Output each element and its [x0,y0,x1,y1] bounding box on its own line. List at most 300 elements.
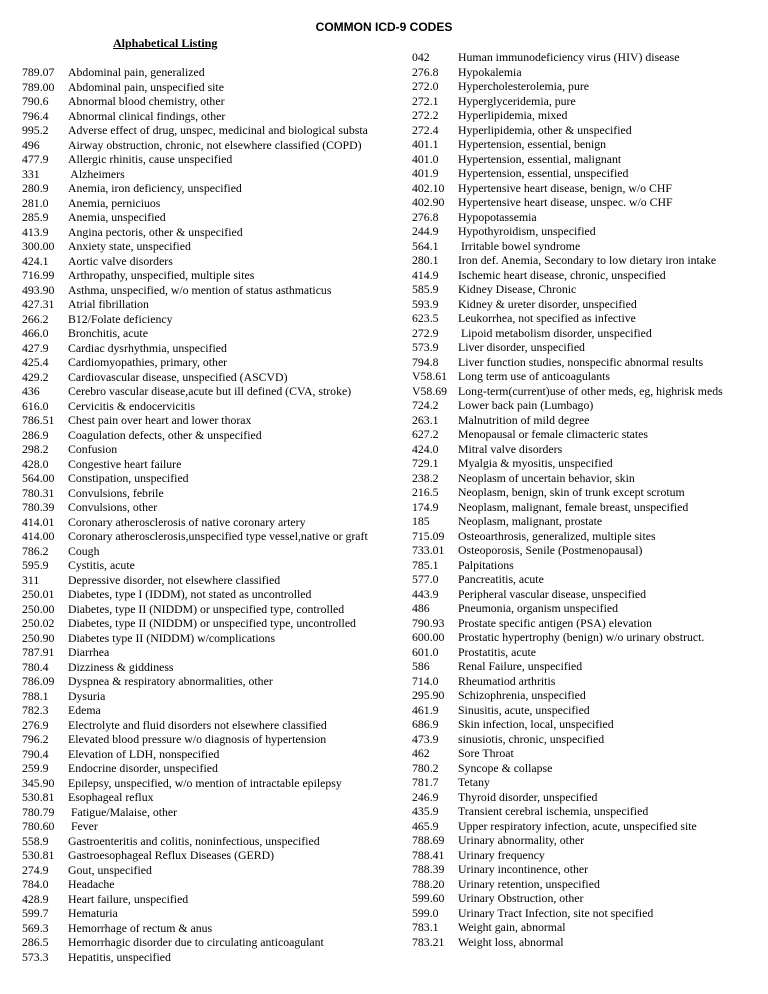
code-row [22,732,390,747]
code-description: Hypertension, essential, unspecified [458,166,629,180]
icd-code: 493.90 [22,282,55,297]
icd-code: 311 [22,572,40,587]
code-description: Ischemic heart disease, chronic, unspecified [458,267,666,282]
code-row [22,558,390,573]
right-code-list [412,50,762,949]
icd-code: 401.0 [412,151,439,166]
code-row [22,529,390,544]
icd-code: 272.1 [412,93,439,108]
icd-code: 796.2 [22,732,49,746]
icd-code: 281.0 [22,195,49,210]
code-description: Osteoarthrosis, generalized, multiple sites [458,528,656,543]
code-row [412,862,762,877]
code-row [22,181,390,196]
code-row [412,703,762,718]
code-row [22,921,390,936]
icd-code: V58.61 [412,369,448,383]
code-description: Palpitations [458,557,514,572]
code-row [22,515,390,530]
code-description: Chest pain over heart and lower thorax [68,413,252,427]
icd-code: 780.2 [412,760,439,775]
code-row [412,558,762,573]
icd-code: 435.9 [412,804,439,818]
code-row [412,616,762,631]
code-row [412,384,762,399]
code-row [22,312,390,327]
code-description: Depressive disorder, not elsewhere classified [68,572,281,587]
icd-code: 790.93 [412,615,445,630]
code-row [412,50,762,65]
code-row [412,761,762,776]
icd-code: 250.01 [22,587,55,601]
code-description: Cardiac dysrhythmia, unspecified [68,340,227,355]
icd-code: 569.3 [22,920,49,935]
code-description: Urinary retention, unspecified [458,876,600,891]
code-description: Human immunodeficiency virus (HIV) disease [458,50,680,64]
code-row [22,413,390,428]
code-row [412,253,762,268]
code-row [412,630,762,645]
code-description: Angina pectoris, other & unspecified [68,224,243,239]
icd-code: 272.2 [412,108,439,122]
code-description: Dyspnea & respiratory abnormalities, other [68,674,273,688]
icd-code: 593.9 [412,296,439,311]
code-description: Hepatitis, unspecified [68,949,171,964]
code-description: Cystitis, acute [68,558,135,572]
icd-code: 427.31 [22,297,55,311]
code-description: Upper respiratory infection, acute, unspecified site [458,818,697,833]
icd-code: 729.1 [412,456,439,470]
code-description: Long-term(current)use of other meds, eg, highrisk meds [458,383,723,398]
code-row [412,587,762,602]
code-description: Urinary abnormality, other [458,833,585,847]
code-description: Prostatic hypertrophy (benign) w/o urinary obstruct. [458,630,705,644]
icd-code: 424.1 [22,253,49,268]
code-row [22,471,390,486]
icd-code: 780.4 [22,659,49,674]
code-description: Alzheimers [68,166,125,181]
icd-code: 185 [412,514,430,528]
code-description: Elevation of LDH, nonspecified [68,746,220,761]
code-description: Rheumatiod arthritis [458,673,556,688]
icd-code: 276.8 [412,209,439,224]
code-description: Weight gain, abnormal [458,920,566,934]
icd-code: 724.2 [412,398,439,412]
code-description: Fatigue/Malaise, other [68,804,178,819]
icd-code: 414.01 [22,514,55,529]
code-description: Hypothyroidism, unspecified [458,224,596,238]
icd-code: 783.1 [412,920,439,934]
icd-code: 788.39 [412,862,445,876]
icd-code: 786.2 [22,543,49,558]
code-description: Neoplasm, benign, skin of trunk except scrotum [458,485,685,499]
icd-code: 263.1 [412,412,439,427]
code-row [412,920,762,935]
code-row [412,674,762,689]
code-row [412,166,762,181]
icd-code: 790.6 [22,94,49,108]
code-row [412,471,762,486]
icd-code: V58.69 [412,383,448,398]
code-row [412,529,762,544]
icd-code: 558.9 [22,833,49,848]
code-row [412,833,762,848]
icd-code: 286.9 [22,427,49,442]
code-description: Hemorrhage of rectum & anus [68,920,213,935]
code-description: Abdominal pain, unspecified site [68,79,224,94]
code-row [22,645,390,660]
code-row [22,761,390,776]
code-row [412,891,762,906]
icd-code: 790.4 [22,746,49,761]
code-description: Leukorrhea, not specified as infective [458,311,636,325]
icd-code: 786.09 [22,674,55,688]
icd-code: 599.0 [412,905,439,920]
code-description: Prostatitis, acute [458,644,536,659]
icd-code: 276.9 [22,717,49,732]
code-description: Aortic valve disorders [68,253,173,268]
icd-code: 789.00 [22,79,55,94]
code-row [412,123,762,138]
icd-code: 401.9 [412,166,439,180]
icd-code: 496 [22,137,40,152]
code-row [22,225,390,240]
icd-code: 250.00 [22,601,55,616]
icd-code: 600.00 [412,630,445,644]
code-description: Hypertension, essential, malignant [458,151,622,166]
code-description: Anemia, perniciuos [68,195,161,210]
code-row [412,717,762,732]
code-row [412,485,762,500]
code-row [412,848,762,863]
code-description: Abdominal pain, generalized [68,65,205,79]
code-row [412,819,762,834]
icd-code: 274.9 [22,862,49,877]
icd-code: 715.09 [412,528,445,543]
code-row [22,138,390,153]
code-row [22,210,390,225]
icd-code: 781.7 [412,775,439,789]
code-row [412,746,762,761]
icd-code: 788.20 [412,876,445,891]
code-row [22,776,390,791]
code-description: Thyroid disorder, unspecified [458,789,598,804]
icd-code: 573.3 [22,949,49,964]
icd-code: 788.69 [412,833,445,847]
icd-code: 042 [412,50,430,64]
code-row [412,543,762,558]
icd-code: 286.5 [22,935,49,949]
icd-code: 272.0 [412,79,439,93]
code-row [412,572,762,587]
code-description: Tetany [458,775,490,789]
code-row [22,109,390,124]
icd-code: 280.9 [22,181,49,195]
left-code-list [22,65,390,964]
code-description: Lipoid metabolism disorder, unspecified [458,325,652,340]
code-description: Hematuria [68,906,118,920]
code-row [22,152,390,167]
code-row [412,398,762,413]
icd-code: 259.9 [22,761,49,775]
code-description: Hypertensive heart disease, benign, w/o CHF [458,180,672,195]
icd-code: 428.9 [22,891,49,906]
code-description: Myalgia & myositis, unspecified [458,456,613,470]
code-description: Diabetes, type II (NIDDM) or unspecified type, controlled [68,601,345,616]
code-row [412,326,762,341]
icd-code: 276.8 [412,64,439,79]
icd-code: 250.02 [22,616,55,630]
page-title: COMMON ICD-9 CODES [315,20,453,34]
icd-code: 424.0 [412,441,439,456]
code-description: Mitral valve disorders [458,441,563,456]
icd-code: 428.0 [22,456,49,471]
icd-code: 473.9 [412,731,439,746]
icd-code: 616.0 [22,398,49,413]
code-row [22,326,390,341]
icd-code: 788.1 [22,688,49,703]
icd-code: 300.00 [22,239,55,253]
code-row [22,674,390,689]
code-row [22,848,390,863]
code-row [412,311,762,326]
code-row [22,819,390,834]
icd-code: 595.9 [22,558,49,572]
code-row [412,500,762,515]
code-description: Headache [68,877,115,891]
code-description: Edema [68,703,101,717]
code-description: Schizophrenia, unspecified [458,688,586,702]
code-description: Atrial fibrillation [68,297,149,311]
code-row [22,689,390,704]
icd-code: 585.9 [412,282,439,296]
code-row [22,805,390,820]
code-row [412,340,762,355]
code-row [22,631,390,646]
code-row [412,137,762,152]
code-description: Diarrhea [68,645,110,659]
code-description: Hyperglyceridemia, pure [458,93,576,108]
code-row [412,195,762,210]
code-description: Anxiety state, unspecified [68,239,191,253]
code-row [412,268,762,283]
icd-code: 272.9 [412,325,439,340]
icd-code: 623.5 [412,311,439,325]
icd-code: 794.8 [412,354,439,369]
code-row [412,732,762,747]
code-description: Cough [68,543,100,558]
code-description: Allergic rhinitis, cause unspecified [68,152,233,166]
code-description: Bronchitis, acute [68,326,148,340]
icd-code: 716.99 [22,268,55,282]
icd-code: 601.0 [412,644,439,659]
code-row [22,355,390,370]
icd-code: 266.2 [22,311,49,326]
code-description: sinusiotis, chronic, unspecified [458,731,605,746]
icd-code: 402.10 [412,180,445,195]
code-row [22,877,390,892]
icd-code: 238.2 [412,470,439,485]
code-description: Kidney & ureter disorder, unspecified [458,296,637,311]
icd-code: 564.00 [22,471,55,485]
icd-code: 486 [412,601,430,615]
code-row [22,906,390,921]
code-row [412,427,762,442]
icd-code: 796.4 [22,108,49,123]
icd-code: 345.90 [22,775,55,790]
code-row [22,935,390,950]
code-row [412,413,762,428]
code-description: Hypercholesterolemia, pure [458,79,590,93]
code-row [22,370,390,385]
code-row [412,775,762,790]
code-description: Diabetes, type I (IDDM), not stated as uncontrolled [68,587,312,601]
code-description: Heart failure, unspecified [68,891,189,906]
code-row [412,152,762,167]
icd-code: 414.00 [22,529,55,543]
code-description: Coronary atherosclerosis,unspecified type vessel,native or graft [68,529,368,543]
code-row [412,181,762,196]
icd-code: 246.9 [412,789,439,804]
code-description: Hyperlipidemia, mixed [458,108,568,122]
icd-code: 564.1 [412,238,439,253]
icd-code: 733.01 [412,543,445,557]
code-description: Adverse effect of drug, unspec, medicinal and biological substa [68,123,368,137]
code-description: Urinary incontinence, other [458,862,589,876]
code-row [22,254,390,269]
icd-code: 782.3 [22,703,49,717]
icd-code: 461.9 [412,702,439,717]
code-description: Cerebro vascular disease,acute but ill defined (CVA, stroke) [68,384,352,398]
icd-code: 785.1 [412,557,439,572]
code-row [412,282,762,297]
code-description: Diabetes, type II (NIDDM) or unspecified type, uncontrolled [68,616,356,630]
code-row [412,224,762,239]
code-row [412,79,762,94]
code-row [412,935,762,950]
icd-code: 530.81 [22,790,55,804]
icd-code: 427.9 [22,340,49,355]
icd-code: 787.91 [22,645,55,659]
code-row [22,718,390,733]
code-description: Cervicitis & endocervicitis [68,398,196,413]
code-description: Abnormal blood chemistry, other [68,94,225,108]
code-description: Gout, unspecified [68,862,152,877]
code-row [22,341,390,356]
code-description: Malnutrition of mild degree [458,412,590,427]
code-row [22,283,390,298]
code-description: Convulsions, other [68,500,158,514]
code-row [412,456,762,471]
section-heading: Alphabetical Listing [113,36,218,50]
code-row [412,514,762,529]
code-description: Diabetes type II (NIDDM) w/complications [68,630,276,645]
icd-code: 786.51 [22,413,55,427]
code-row [412,442,762,457]
code-description: Prostate specific antigen (PSA) elevation [458,615,652,630]
code-description: Osteoporosis, Senile (Postmenopausal) [458,543,643,557]
code-description: Fever [68,819,98,833]
code-row [412,659,762,674]
icd-code: 280.1 [412,253,439,267]
code-description: Abnormal clinical findings, other [68,108,226,123]
icd-code: 414.9 [412,267,439,282]
icd-code: 780.79 [22,804,55,819]
icd-code: 780.31 [22,485,55,500]
code-row [22,167,390,182]
icd-code: 780.39 [22,500,55,514]
icd-code: 462 [412,746,430,760]
icd-code: 789.07 [22,65,55,79]
code-row [22,573,390,588]
icd-code: 402.90 [412,195,445,209]
code-row [412,94,762,109]
icd-code: 627.2 [412,427,439,441]
code-description: Congestive heart failure [68,456,182,471]
code-description: Epilepsy, unspecified, w/o mention of intractable epilepsy [68,775,342,790]
code-row [22,428,390,443]
icd-code: 714.0 [412,673,439,688]
code-description: Electrolyte and fluid disorders not elsewhere classified [68,717,327,732]
code-row [412,369,762,384]
code-row [22,268,390,283]
code-row [22,703,390,718]
code-row [412,688,762,703]
code-row [412,239,762,254]
code-description: Neoplasm of uncertain behavior, skin [458,470,635,485]
code-row [22,544,390,559]
code-row [22,457,390,472]
code-description: Weight loss, abnormal [458,934,564,949]
code-description: Dysuria [68,688,106,703]
icd-code: 250.90 [22,630,55,645]
code-description: Pneumonia, organism unspecified [458,601,618,615]
code-row [412,804,762,819]
code-row [412,210,762,225]
code-row [22,94,390,109]
code-row [412,601,762,616]
icd-code: 530.81 [22,848,55,862]
code-description: Iron def. Anemia, Secondary to low dietary iron intake [458,253,717,267]
code-row [22,442,390,457]
code-description: Convulsions, febrile [68,485,164,500]
icd-code: 216.5 [412,485,439,499]
icd-code: 477.9 [22,152,49,166]
code-row [22,587,390,602]
icd-code: 788.41 [412,847,445,862]
code-row [22,500,390,515]
icd-code: 780.60 [22,819,55,833]
code-row [22,616,390,631]
code-description: Urinary frequency [458,847,545,862]
code-description: Neoplasm, malignant, prostate [458,514,603,528]
code-row [412,108,762,123]
code-row [22,892,390,907]
code-description: Hypertensive heart disease, unspec. w/o CHF [458,195,673,209]
icd-code: 401.1 [412,137,439,151]
code-description: Hypopotassemia [458,209,537,224]
code-row [412,645,762,660]
code-row [412,906,762,921]
code-description: Hemorrhagic disorder due to circulating anticoagulant [68,935,324,949]
code-description: Peripheral vascular disease, unspecified [458,586,647,601]
code-description: Dizziness & giddiness [68,659,174,674]
icd-code: 298.2 [22,442,49,456]
code-description: Anemia, iron deficiency, unspecified [68,181,242,195]
code-description: Skin infection, local, unspecified [458,717,614,731]
code-row [22,239,390,254]
code-description: Cardiovascular disease, unspecified (ASCVD) [68,369,288,384]
